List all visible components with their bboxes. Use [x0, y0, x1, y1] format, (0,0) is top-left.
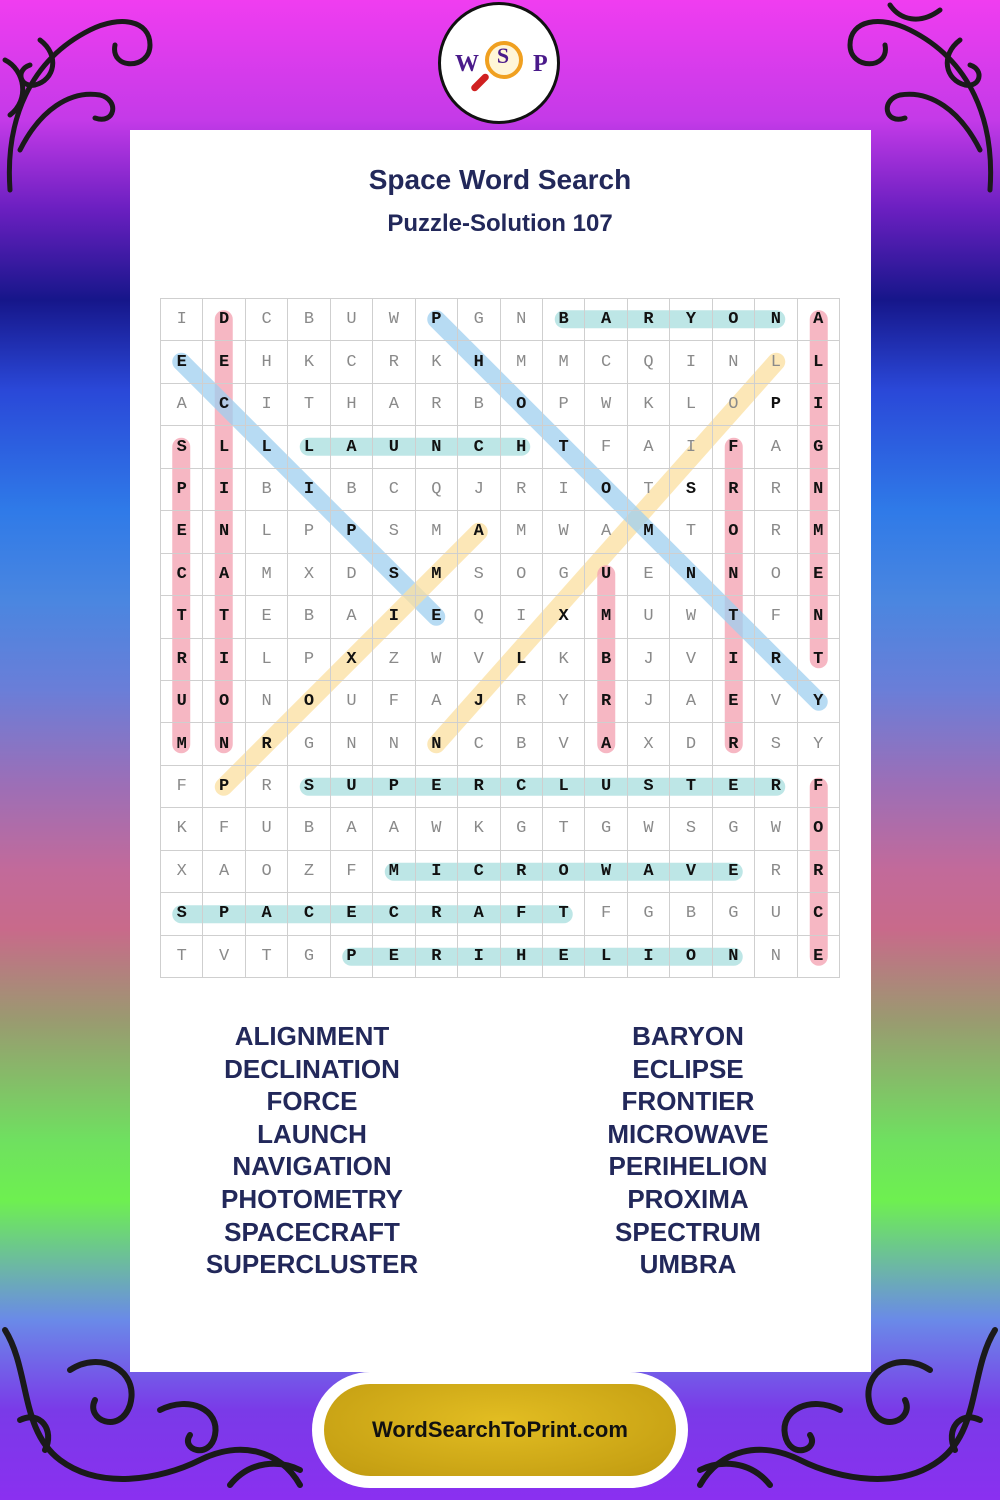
grid-cell[interactable]: J — [458, 681, 500, 723]
grid-cell[interactable]: I — [203, 469, 245, 511]
grid-cell[interactable]: U — [331, 681, 373, 723]
grid-cell[interactable]: O — [585, 469, 627, 511]
grid-cell[interactable]: T — [543, 426, 585, 468]
grid-cell[interactable]: R — [246, 766, 288, 808]
grid-cell[interactable]: E — [416, 596, 458, 638]
grid-cell[interactable]: Z — [373, 639, 415, 681]
grid-cell[interactable]: W — [416, 808, 458, 850]
grid-cell[interactable]: T — [543, 808, 585, 850]
word-list-item: UMBRA — [639, 1249, 737, 1280]
grid-cell[interactable]: A — [458, 893, 500, 935]
grid-cell[interactable]: I — [416, 851, 458, 893]
grid-cell[interactable]: D — [670, 723, 712, 765]
grid-cell[interactable]: M — [161, 723, 203, 765]
grid-cell[interactable]: W — [670, 596, 712, 638]
grid-cell[interactable]: F — [373, 681, 415, 723]
grid-cell[interactable]: X — [288, 554, 330, 596]
grid-cell[interactable]: I — [798, 384, 840, 426]
grid-cell[interactable]: P — [373, 766, 415, 808]
grid-cell[interactable]: R — [755, 639, 797, 681]
letter-grid — [160, 298, 840, 978]
grid-cell[interactable]: B — [670, 893, 712, 935]
grid-cell[interactable]: P — [416, 299, 458, 341]
grid-cell[interactable]: Q — [458, 596, 500, 638]
grid-cell[interactable]: W — [585, 384, 627, 426]
grid-cell[interactable]: A — [373, 808, 415, 850]
grid-cell[interactable]: K — [543, 639, 585, 681]
grid-cell[interactable]: F — [203, 808, 245, 850]
grid-cell[interactable]: H — [501, 426, 543, 468]
grid-cell[interactable]: O — [501, 384, 543, 426]
grid-cell[interactable]: E — [331, 893, 373, 935]
grid-cell[interactable]: O — [713, 511, 755, 553]
grid-cell[interactable]: J — [628, 639, 670, 681]
grid-cell[interactable]: I — [161, 299, 203, 341]
grid-cell[interactable]: J — [628, 681, 670, 723]
grid-cell[interactable]: H — [458, 341, 500, 383]
grid-cell[interactable]: A — [798, 299, 840, 341]
grid-cell[interactable]: R — [585, 681, 627, 723]
grid-cell[interactable]: B — [288, 299, 330, 341]
grid-cell[interactable]: S — [373, 554, 415, 596]
grid-cell[interactable]: G — [543, 554, 585, 596]
grid-cell[interactable]: M — [543, 341, 585, 383]
grid-cell[interactable]: A — [331, 808, 373, 850]
grid-cell[interactable]: C — [373, 469, 415, 511]
grid-cell[interactable]: T — [246, 936, 288, 978]
grid-cell[interactable]: E — [798, 554, 840, 596]
word-list-item: ECLIPSE — [632, 1053, 744, 1084]
grid-cell[interactable]: A — [331, 426, 373, 468]
grid-cell[interactable]: M — [585, 596, 627, 638]
grid-cell[interactable]: H — [501, 936, 543, 978]
grid-cell[interactable]: K — [628, 384, 670, 426]
grid-cell[interactable]: M — [416, 511, 458, 553]
grid-cell[interactable]: N — [713, 936, 755, 978]
word-list-item: LAUNCH — [257, 1118, 367, 1149]
word-list-item: MICROWAVE — [607, 1118, 769, 1149]
grid-cell[interactable]: W — [543, 511, 585, 553]
grid-cell[interactable]: K — [288, 341, 330, 383]
grid-cell[interactable]: L — [755, 341, 797, 383]
grid-cell[interactable]: J — [458, 469, 500, 511]
grid-cell[interactable]: Y — [798, 681, 840, 723]
grid-cell[interactable]: F — [755, 596, 797, 638]
grid-cell[interactable]: F — [713, 426, 755, 468]
grid-cell[interactable]: S — [670, 469, 712, 511]
grid-cell[interactable]: B — [501, 723, 543, 765]
grid-cell[interactable]: T — [628, 469, 670, 511]
grid-cell[interactable]: R — [501, 469, 543, 511]
grid-cell[interactable]: C — [798, 893, 840, 935]
grid-cell[interactable]: A — [246, 893, 288, 935]
grid-cell[interactable]: F — [585, 426, 627, 468]
grid-cell[interactable]: V — [670, 639, 712, 681]
grid-cell[interactable]: E — [628, 554, 670, 596]
grid-cell[interactable]: C — [501, 766, 543, 808]
grid-cell[interactable]: I — [246, 384, 288, 426]
grid-cell[interactable]: E — [203, 341, 245, 383]
grid-cell[interactable]: A — [585, 723, 627, 765]
grid-cell[interactable]: H — [331, 384, 373, 426]
grid-cell[interactable]: R — [713, 723, 755, 765]
grid-cell[interactable]: U — [628, 596, 670, 638]
grid-cell[interactable]: E — [798, 936, 840, 978]
grid-cell[interactable]: K — [161, 808, 203, 850]
grid-cell[interactable]: T — [543, 893, 585, 935]
word-list-item: ALIGNMENT — [234, 1021, 390, 1051]
word-list-item: FRONTIER — [621, 1086, 755, 1117]
grid-cell[interactable]: Y — [798, 723, 840, 765]
grid-cell[interactable]: N — [755, 936, 797, 978]
word-list-item: SUPERCLUSTER — [205, 1249, 419, 1280]
grid-cell[interactable]: L — [246, 426, 288, 468]
grid-cell[interactable]: G — [713, 893, 755, 935]
grid-cell[interactable]: B — [246, 469, 288, 511]
grid-cell[interactable]: E — [713, 851, 755, 893]
logo-letter-w: W — [455, 51, 479, 77]
grid-cell[interactable]: E — [416, 766, 458, 808]
grid-cell[interactable]: R — [628, 299, 670, 341]
grid-cell[interactable]: X — [161, 851, 203, 893]
grid-cell[interactable]: U — [755, 893, 797, 935]
grid-cell[interactable]: U — [373, 426, 415, 468]
word-list-item: PHOTOMETRY — [220, 1183, 403, 1214]
grid-cell[interactable]: E — [713, 766, 755, 808]
grid-cell[interactable]: U — [246, 808, 288, 850]
grid-cell[interactable]: R — [458, 766, 500, 808]
grid-cell[interactable]: P — [288, 511, 330, 553]
grid-cell[interactable]: G — [713, 808, 755, 850]
grid-cell[interactable]: K — [416, 341, 458, 383]
grid-cell[interactable]: B — [288, 808, 330, 850]
grid-cell[interactable]: X — [331, 639, 373, 681]
grid-cell[interactable]: R — [755, 511, 797, 553]
grid-cell[interactable]: E — [543, 936, 585, 978]
grid-cell[interactable]: Y — [543, 681, 585, 723]
grid-cell[interactable]: V — [543, 723, 585, 765]
grid-cell[interactable]: W — [416, 639, 458, 681]
grid-cell[interactable]: O — [246, 851, 288, 893]
grid-cell[interactable]: O — [713, 299, 755, 341]
grid-cell[interactable]: M — [501, 341, 543, 383]
grid-cell[interactable]: B — [543, 299, 585, 341]
grid-cell[interactable]: R — [416, 893, 458, 935]
word-list-left — [122, 1020, 502, 1281]
grid-cell[interactable]: S — [288, 766, 330, 808]
grid-cell[interactable]: P — [203, 893, 245, 935]
grid-cell[interactable]: A — [628, 851, 670, 893]
grid-cell[interactable]: L — [246, 511, 288, 553]
grid-cell[interactable]: A — [203, 554, 245, 596]
grid-cell[interactable]: S — [161, 426, 203, 468]
footer-button[interactable] — [324, 1384, 676, 1476]
grid-cell[interactable]: N — [203, 511, 245, 553]
grid-cell[interactable]: C — [246, 299, 288, 341]
grid-cell[interactable]: A — [416, 681, 458, 723]
grid-cell[interactable]: C — [203, 384, 245, 426]
grid-cell[interactable]: O — [670, 936, 712, 978]
grid-cell[interactable]: I — [203, 639, 245, 681]
word-list-item: FORCE — [266, 1086, 358, 1117]
grid-cell[interactable]: V — [203, 936, 245, 978]
word-list-item: DECLINATION — [224, 1053, 400, 1084]
grid-cell[interactable]: W — [373, 299, 415, 341]
grid-cell[interactable]: R — [798, 851, 840, 893]
grid-cell[interactable]: I — [543, 469, 585, 511]
grid-cell[interactable]: I — [458, 936, 500, 978]
grid-cell[interactable]: A — [585, 299, 627, 341]
grid-cell[interactable]: S — [373, 511, 415, 553]
grid-cell[interactable]: A — [670, 681, 712, 723]
grid-cell[interactable]: M — [416, 554, 458, 596]
grid-cell[interactable]: C — [458, 851, 500, 893]
grid-cell[interactable]: N — [713, 554, 755, 596]
grid-cell[interactable]: R — [161, 639, 203, 681]
grid-cell[interactable]: O — [798, 808, 840, 850]
grid-cell[interactable]: P — [161, 469, 203, 511]
word-list-item: PERIHELION — [608, 1151, 768, 1182]
grid-cell[interactable]: C — [458, 426, 500, 468]
grid-cell[interactable]: M — [798, 511, 840, 553]
grid-cell[interactable]: N — [501, 299, 543, 341]
page-subtitle: Puzzle-Solution 107 — [387, 210, 613, 237]
grid-cell[interactable]: R — [373, 341, 415, 383]
grid-cell[interactable]: N — [798, 596, 840, 638]
grid-cell[interactable]: T — [670, 511, 712, 553]
grid-cell[interactable]: V — [670, 851, 712, 893]
grid-cell[interactable]: G — [288, 936, 330, 978]
word-list-item: BARYON — [632, 1021, 744, 1051]
grid-cell[interactable]: I — [670, 341, 712, 383]
grid-cell[interactable]: W — [585, 851, 627, 893]
grid-cell[interactable]: I — [501, 596, 543, 638]
grid-cell[interactable]: R — [755, 766, 797, 808]
grid-cell[interactable]: R — [246, 723, 288, 765]
logo-letter-p: P — [533, 51, 548, 77]
grid-cell[interactable]: T — [713, 596, 755, 638]
grid-cell[interactable]: Y — [670, 299, 712, 341]
grid-cell[interactable]: N — [203, 723, 245, 765]
grid-cell[interactable]: U — [161, 681, 203, 723]
grid-cell[interactable]: S — [458, 554, 500, 596]
grid-cell[interactable]: P — [288, 639, 330, 681]
grid-cell[interactable]: W — [755, 808, 797, 850]
grid-cell[interactable]: B — [331, 469, 373, 511]
grid-cell[interactable]: I — [288, 469, 330, 511]
grid-cell[interactable]: R — [501, 851, 543, 893]
grid-cell[interactable]: V — [755, 681, 797, 723]
grid-cell[interactable]: T — [288, 384, 330, 426]
grid-cell[interactable]: N — [331, 723, 373, 765]
grid-cell[interactable]: A — [585, 511, 627, 553]
grid-cell[interactable]: I — [670, 426, 712, 468]
grid-cell[interactable]: T — [161, 596, 203, 638]
footer-badge[interactable] — [312, 1372, 688, 1488]
grid-cell[interactable]: Q — [628, 341, 670, 383]
grid-cell[interactable]: A — [458, 511, 500, 553]
grid-cell[interactable]: Q — [416, 469, 458, 511]
grid-cell[interactable]: C — [585, 341, 627, 383]
grid-cell[interactable]: M — [501, 511, 543, 553]
grid-cell[interactable]: T — [670, 766, 712, 808]
logo-letter-s: S — [496, 43, 510, 68]
grid-cell[interactable]: N — [670, 554, 712, 596]
grid-cell[interactable]: R — [501, 681, 543, 723]
grid-cell[interactable]: F — [585, 893, 627, 935]
wsp-logo[interactable] — [438, 2, 560, 124]
grid-cell[interactable]: R — [755, 469, 797, 511]
grid-cell[interactable]: U — [585, 766, 627, 808]
grid-cell[interactable]: G — [585, 808, 627, 850]
site-link[interactable]: WordSearchToPrint.com — [372, 1417, 628, 1442]
grid-cell[interactable]: F — [501, 893, 543, 935]
grid-cell[interactable]: A — [161, 384, 203, 426]
grid-cell[interactable]: X — [628, 723, 670, 765]
grid-cell[interactable]: L — [501, 639, 543, 681]
grid-cell[interactable]: O — [543, 851, 585, 893]
grid-cell[interactable]: S — [628, 766, 670, 808]
grid-cell[interactable]: O — [713, 384, 755, 426]
grid-cell[interactable]: L — [246, 639, 288, 681]
grid-cell[interactable]: W — [628, 808, 670, 850]
page-title: Space Word Search — [368, 164, 632, 195]
grid-cell[interactable]: E — [161, 511, 203, 553]
grid-cell[interactable]: I — [628, 936, 670, 978]
grid-cell[interactable]: O — [288, 681, 330, 723]
grid-cell[interactable]: S — [755, 723, 797, 765]
grid-cell[interactable]: O — [755, 554, 797, 596]
grid-cell[interactable]: N — [373, 723, 415, 765]
grid-cell[interactable]: N — [798, 469, 840, 511]
grid-cell[interactable]: D — [203, 299, 245, 341]
grid-cell[interactable]: E — [161, 341, 203, 383]
grid-cell[interactable]: G — [288, 723, 330, 765]
grid-cell[interactable]: A — [373, 384, 415, 426]
grid-cell[interactable]: L — [288, 426, 330, 468]
grid-cell[interactable]: G — [501, 808, 543, 850]
word-list-item: SPECTRUM — [615, 1216, 761, 1247]
grid-cell[interactable]: P — [331, 936, 373, 978]
grid-cell[interactable]: A — [331, 596, 373, 638]
grid-cell[interactable]: A — [628, 426, 670, 468]
grid-cell[interactable]: G — [628, 893, 670, 935]
grid-cell[interactable]: M — [373, 851, 415, 893]
grid-cell[interactable]: V — [458, 639, 500, 681]
grid-cell[interactable]: A — [203, 851, 245, 893]
grid-cell[interactable]: F — [331, 851, 373, 893]
grid-cell[interactable]: X — [543, 596, 585, 638]
grid-cell[interactable]: F — [798, 766, 840, 808]
grid-cell[interactable]: F — [161, 766, 203, 808]
grid-cell[interactable]: K — [458, 808, 500, 850]
grid-cell[interactable]: C — [373, 893, 415, 935]
grid-cell[interactable]: O — [203, 681, 245, 723]
grid-cell[interactable]: C — [458, 723, 500, 765]
grid-cell[interactable]: N — [713, 341, 755, 383]
grid-cell[interactable]: N — [246, 681, 288, 723]
grid-cell[interactable]: P — [331, 511, 373, 553]
grid-cell[interactable]: I — [373, 596, 415, 638]
word-list-item: SPACECRAFT — [224, 1216, 400, 1247]
grid-cell[interactable]: H — [246, 341, 288, 383]
grid-cell[interactable]: T — [203, 596, 245, 638]
grid-cell[interactable]: B — [288, 596, 330, 638]
grid-cell[interactable]: L — [670, 384, 712, 426]
grid-cell[interactable]: O — [501, 554, 543, 596]
grid-cell[interactable]: S — [161, 893, 203, 935]
grid-cell[interactable]: E — [246, 596, 288, 638]
grid-cell[interactable]: Z — [288, 851, 330, 893]
word-list-right — [498, 1020, 878, 1281]
grid-cell[interactable]: U — [331, 766, 373, 808]
grid-cell[interactable]: D — [331, 554, 373, 596]
word-list-item: NAVIGATION — [232, 1151, 392, 1182]
grid-cell[interactable]: L — [585, 936, 627, 978]
grid-cell[interactable]: U — [585, 554, 627, 596]
grid-cell[interactable]: R — [416, 936, 458, 978]
grid-cell[interactable]: M — [246, 554, 288, 596]
grid-cell[interactable]: A — [755, 426, 797, 468]
grid-cell[interactable]: G — [458, 299, 500, 341]
grid-cell[interactable]: T — [798, 639, 840, 681]
grid-cell[interactable]: T — [161, 936, 203, 978]
grid-cell[interactable]: N — [755, 299, 797, 341]
grid-cell[interactable]: R — [416, 384, 458, 426]
grid-cell[interactable]: L — [543, 766, 585, 808]
grid-cell[interactable]: C — [331, 341, 373, 383]
grid-cell[interactable]: P — [755, 384, 797, 426]
grid-cell[interactable]: R — [713, 469, 755, 511]
grid-cell[interactable]: E — [373, 936, 415, 978]
grid-cell[interactable]: L — [203, 426, 245, 468]
grid-cell[interactable]: S — [670, 808, 712, 850]
grid-cell[interactable]: N — [416, 426, 458, 468]
grid-cell[interactable]: I — [713, 639, 755, 681]
grid-cell[interactable]: B — [585, 639, 627, 681]
grid-cell[interactable]: M — [628, 511, 670, 553]
grid-cell[interactable]: C — [161, 554, 203, 596]
grid-cell[interactable]: N — [416, 723, 458, 765]
grid-cell[interactable]: C — [288, 893, 330, 935]
grid-cell[interactable]: L — [798, 341, 840, 383]
word-list-item: PROXIMA — [627, 1183, 749, 1214]
grid-cell[interactable]: P — [543, 384, 585, 426]
grid-cell[interactable]: B — [458, 384, 500, 426]
grid-cell[interactable]: U — [331, 299, 373, 341]
grid-cell[interactable]: P — [203, 766, 245, 808]
grid-cell[interactable]: R — [755, 851, 797, 893]
grid-cell[interactable]: G — [798, 426, 840, 468]
grid-cell[interactable]: E — [713, 681, 755, 723]
